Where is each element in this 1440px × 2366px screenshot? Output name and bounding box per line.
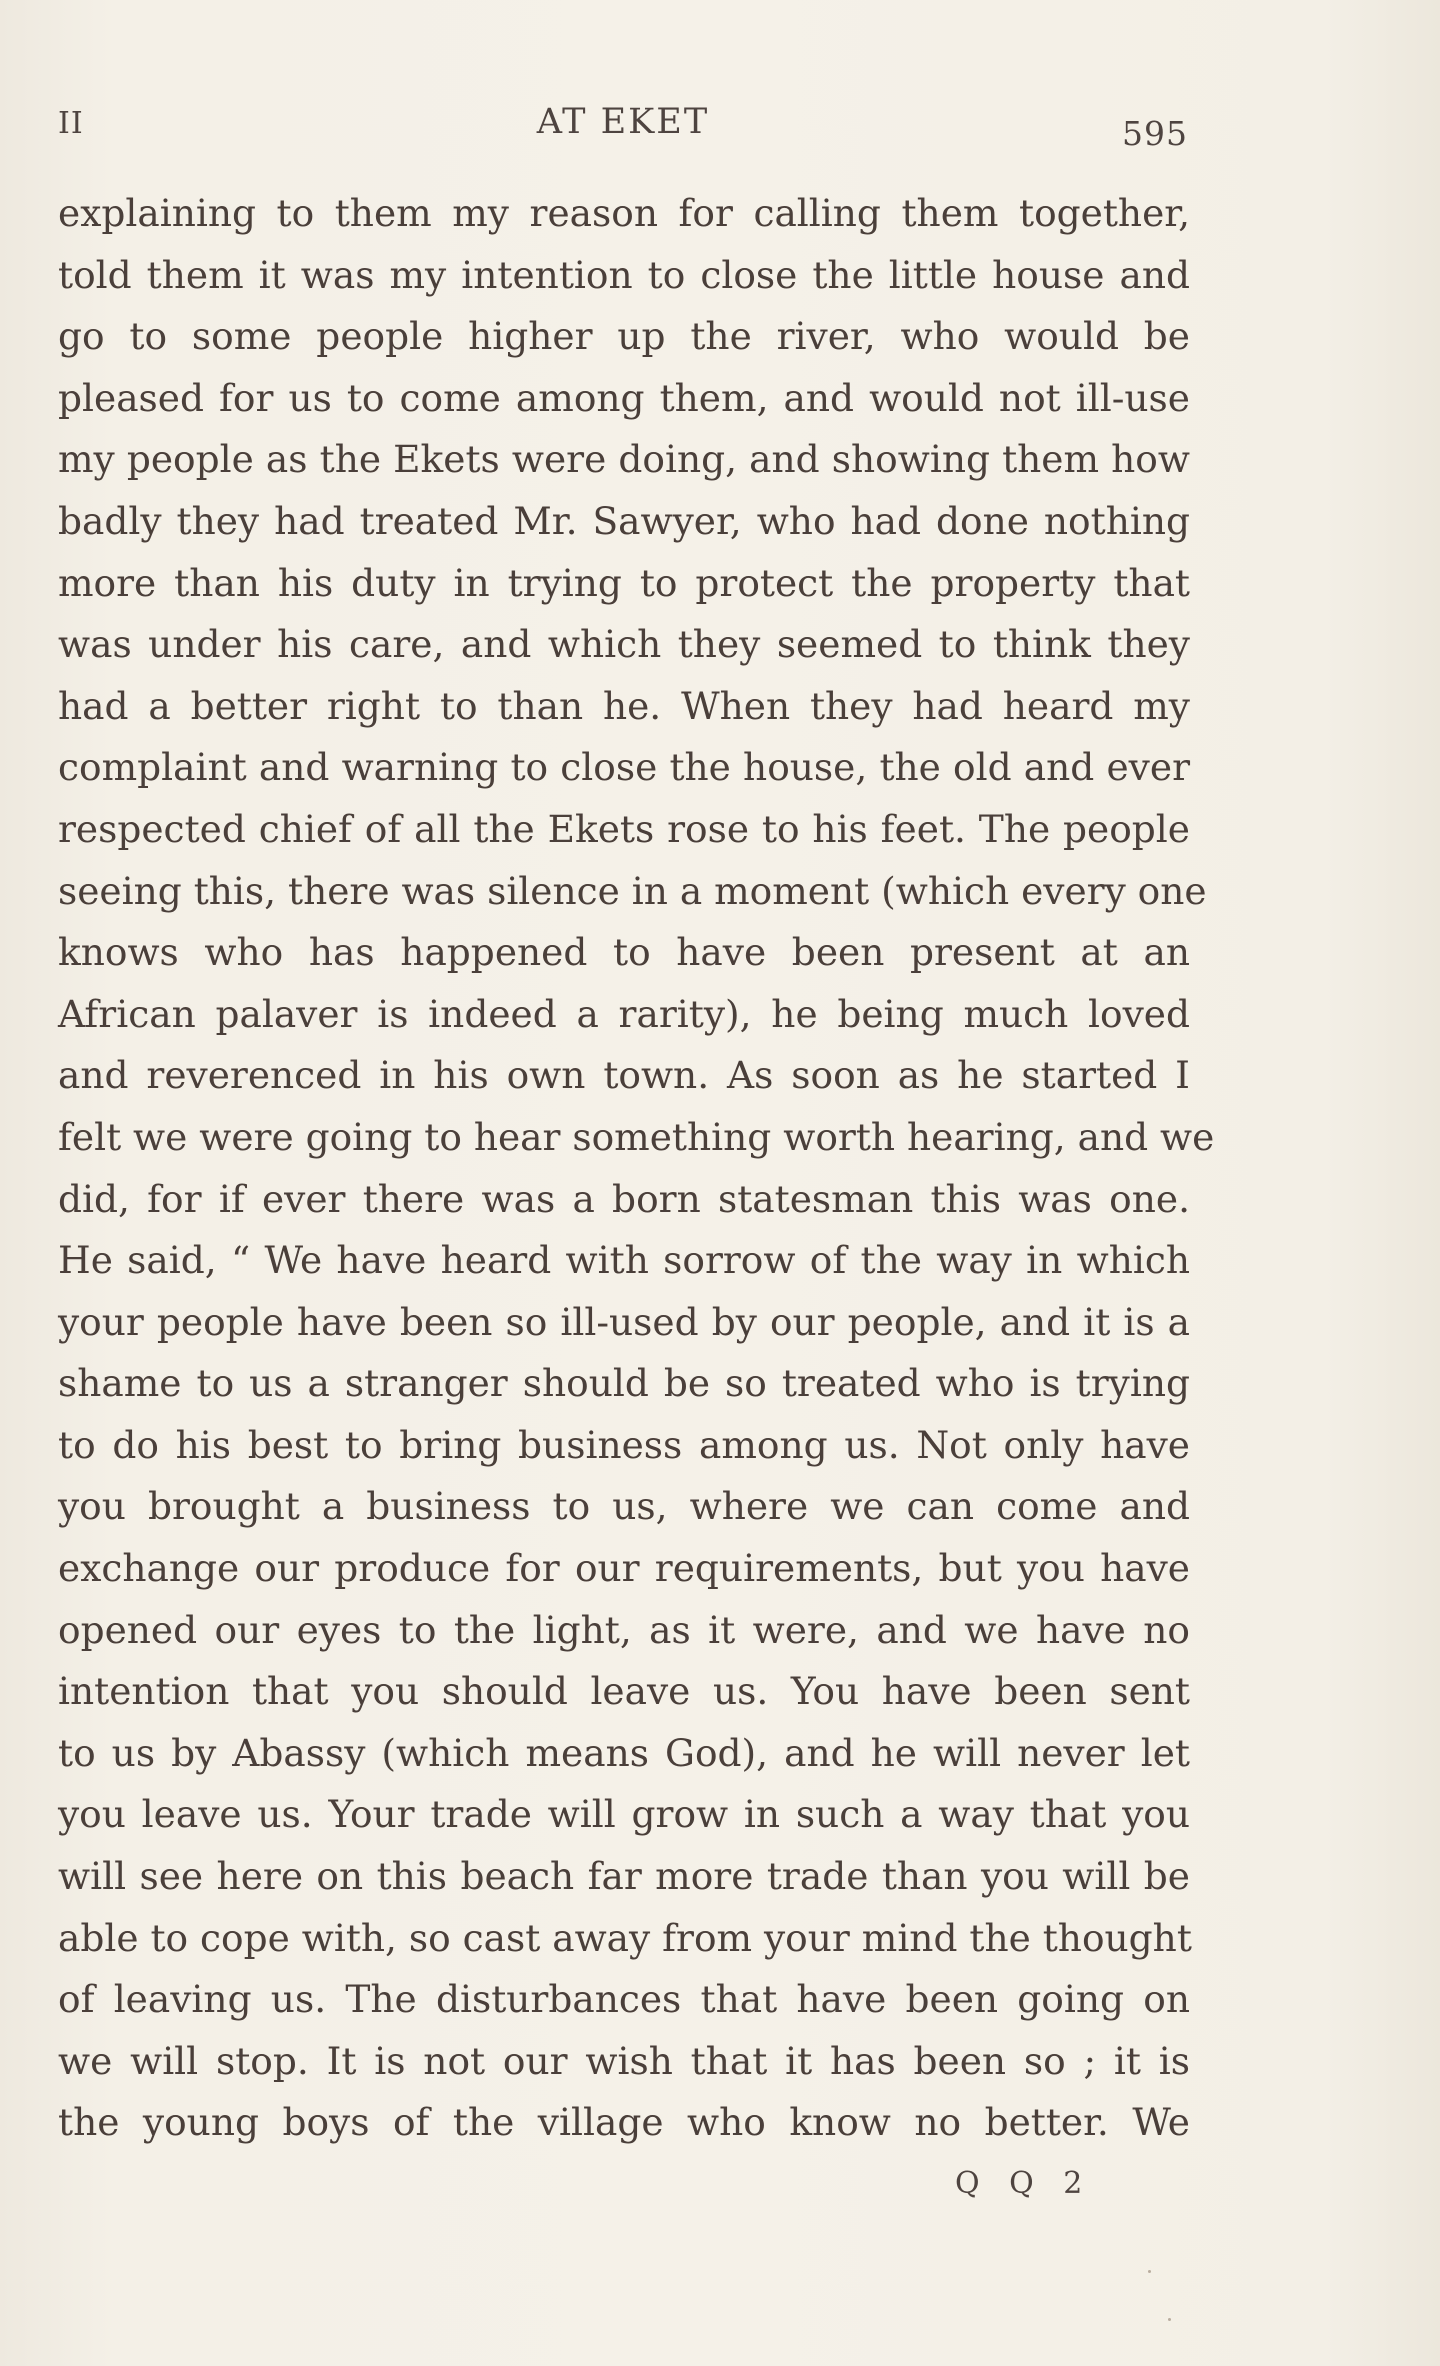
text-line: exchange our produce for our requirements, but you have: [58, 1546, 1190, 1591]
text-line: pleased for us to come among them, and would not ill-use: [58, 375, 1190, 420]
running-title: AT EKET: [536, 102, 710, 142]
text-line: to do his best to bring business among us. Not only have: [58, 1422, 1190, 1467]
text-line: did, for if ever there was a born statesman this was one.: [58, 1176, 1190, 1221]
text-line: shame to us a stranger should be so treated who is trying: [58, 1361, 1190, 1406]
text-line: opened our eyes to the light, as it were, and we have no: [58, 1607, 1190, 1652]
text-line: knows who has happened to have been present at an: [58, 930, 1190, 975]
text-line: you leave us. Your trade will grow in such a way that you: [58, 1792, 1190, 1837]
text-line: will see here on this beach far more trade than you will be: [58, 1854, 1190, 1899]
body-text: [58, 183, 1215, 2154]
text-line: we will stop. It is not our wish that it has been so ; it is: [58, 2038, 1190, 2083]
text-line: your people have been so ill-used by our people, and it is a: [58, 1299, 1190, 1344]
text-line: was under his care, and which they seemed to think they: [58, 622, 1190, 667]
page-number: 595: [1122, 114, 1188, 153]
text-line: explaining to them my reason for calling them together,: [58, 191, 1190, 235]
section-number: II: [58, 106, 84, 141]
text-line: to us by Abassy (which means God), and he will never let: [58, 1730, 1190, 1775]
text-line: told them it was my intention to close the little house and: [58, 252, 1190, 297]
text-line: my people as the Ekets were doing, and showing them how: [58, 437, 1190, 482]
text-line: respected chief of all the Ekets rose to his feet. The people: [58, 806, 1190, 851]
text-line: felt we were going to hear something worth hearing, and we: [58, 1114, 1215, 1159]
paper-speck: [1148, 2270, 1151, 2273]
text-line: African palaver is indeed a rarity), he being much loved: [58, 991, 1190, 1036]
text-line: of leaving us. The disturbances that have been going on: [58, 1977, 1190, 2022]
text-line: badly they had treated Mr. Sawyer, who had done nothing: [58, 498, 1190, 543]
signature-mark: Q Q 2: [955, 2166, 1093, 2201]
text-line: intention that you should leave us. You have been sent: [58, 1669, 1190, 1714]
text-line: and reverenced in his own town. As soon as he started I: [58, 1053, 1190, 1098]
running-head: [58, 100, 1188, 153]
text-line: complaint and warning to close the house, the old and ever: [58, 745, 1190, 790]
text-line: seeing this, there was silence in a moment (which every one: [58, 868, 1207, 913]
text-line: go to some people higher up the river, who would be: [58, 314, 1190, 359]
text-line: you brought a business to us, where we can come and: [58, 1484, 1190, 1529]
text-line: able to cope with, so cast away from your mind the thought: [58, 1915, 1192, 1960]
paper-speck: [1168, 2318, 1171, 2321]
text-line: the young boys of the village who know no better. We: [58, 2100, 1190, 2145]
text-line: He said, “ We have heard with sorrow of the way in which: [58, 1238, 1190, 1283]
text-line: had a better right to than he. When they had heard my: [58, 683, 1190, 728]
text-line: more than his duty in trying to protect the property that: [58, 560, 1190, 605]
